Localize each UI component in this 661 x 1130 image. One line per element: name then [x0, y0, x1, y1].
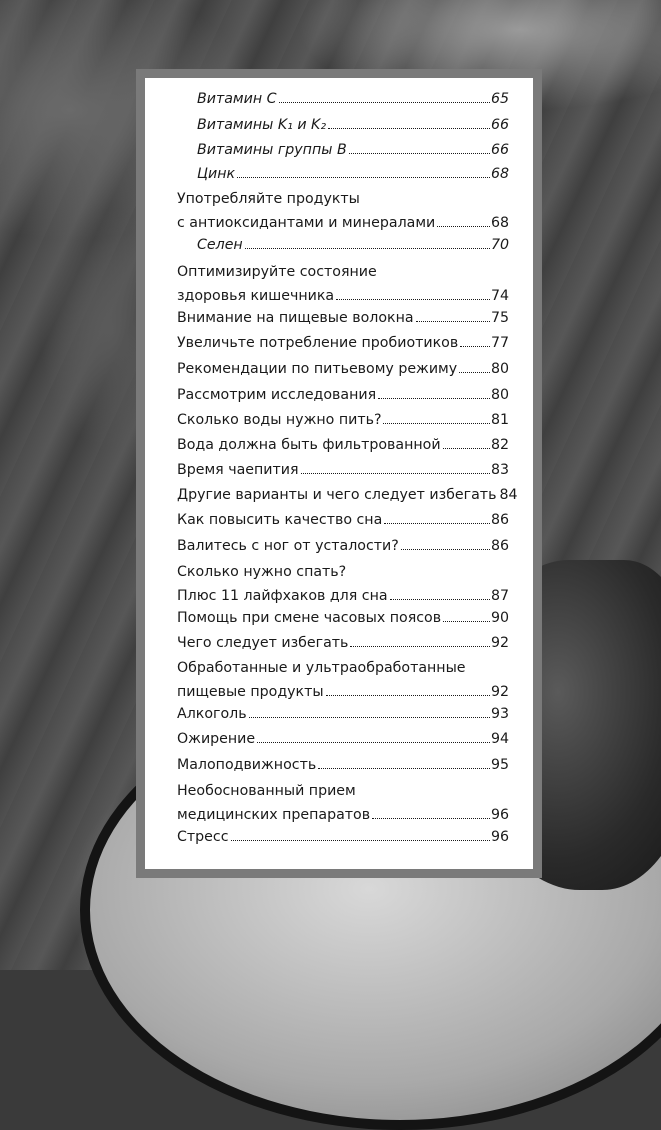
- toc-entry-title: Цинк: [197, 166, 236, 182]
- toc-entry-page: 80: [490, 361, 509, 377]
- dot-leader: [443, 620, 490, 622]
- toc-entry-title-line1: Обработанные и ультраобработанные: [177, 660, 466, 676]
- toc-entry[interactable]: [177, 260, 509, 308]
- toc-entry[interactable]: [177, 606, 509, 630]
- dot-leader: [383, 422, 489, 424]
- toc-entry-title: Стресс: [177, 829, 229, 845]
- toc-entry-page: 80: [490, 387, 509, 403]
- toc-entry-title: Другие варианты и чего следует избегать: [177, 487, 497, 503]
- dot-leader: [349, 152, 490, 154]
- toc-entry-page: 68: [490, 166, 509, 182]
- toc-entry[interactable]: [177, 483, 518, 507]
- toc-entry[interactable]: [177, 458, 509, 482]
- dot-leader: [328, 127, 490, 129]
- toc-entry-title-line1: Оптимизируйте состояние: [177, 264, 377, 280]
- dot-leader: [237, 176, 490, 178]
- toc-entry-title: Витамины группы В: [197, 142, 347, 158]
- toc-entry[interactable]: [197, 233, 509, 257]
- toc-entry-title: Сколько воды нужно пить?: [177, 412, 382, 428]
- toc-entry-page: 83: [490, 462, 509, 478]
- toc-entry-title-line1: Сколько нужно спать?: [177, 564, 347, 580]
- toc-entry-title: Плюс 11 лайфхаков для сна: [177, 588, 388, 604]
- dot-leader: [301, 472, 490, 474]
- toc-entry[interactable]: [197, 113, 509, 137]
- dot-leader: [443, 447, 490, 449]
- toc-entry-page: 87: [490, 588, 509, 604]
- toc-entry-title: здоровья кишечника: [177, 288, 335, 304]
- toc-entry-page: 92: [490, 684, 509, 700]
- toc-entry-title: Внимание на пищевые волокна: [177, 310, 414, 326]
- toc-entry-title-line1: Употребляйте продукты: [177, 191, 360, 207]
- toc-entry-title: Как повысить качество сна: [177, 512, 383, 528]
- toc-entry[interactable]: [177, 357, 509, 381]
- toc-entry-page: 65: [490, 91, 509, 107]
- toc-entry-title: Малоподвижность: [177, 757, 317, 773]
- toc-entry-title: Селен: [197, 237, 243, 253]
- dot-leader: [460, 345, 490, 347]
- toc-entry-title: Увеличьте потребление пробиотиков: [177, 335, 459, 351]
- dot-leader: [378, 397, 490, 399]
- toc-entry[interactable]: [177, 408, 509, 432]
- toc-entry[interactable]: [197, 162, 509, 186]
- toc-entry-title: Витамин С: [197, 91, 277, 107]
- toc-entry[interactable]: [197, 138, 509, 162]
- toc-entry[interactable]: [177, 656, 509, 704]
- toc-entry-page: 81: [490, 412, 509, 428]
- dot-leader: [416, 320, 490, 322]
- toc-entry-title: с антиоксидантами и минералами: [177, 215, 436, 231]
- dot-leader: [245, 247, 490, 249]
- toc-entry-title: Вода должна быть фильтрованной: [177, 437, 441, 453]
- toc-entry-page: 86: [490, 512, 509, 528]
- toc-entry-page: 70: [490, 237, 509, 253]
- toc-entry-page: 74: [490, 288, 509, 304]
- dot-leader: [326, 694, 490, 696]
- toc-entry-page: 86: [490, 538, 509, 554]
- toc-entry-page: 95: [490, 757, 509, 773]
- toc-entry-page: 68: [490, 215, 509, 231]
- toc-entry-page: 66: [490, 117, 509, 133]
- dot-leader: [401, 548, 490, 550]
- toc-entry-page: 75: [490, 310, 509, 326]
- toc-entry[interactable]: [177, 534, 509, 558]
- toc-entry-page: 66: [490, 142, 509, 158]
- toc-entry-title: Алкоголь: [177, 706, 247, 722]
- toc-entry[interactable]: [177, 433, 509, 457]
- dot-leader: [459, 371, 490, 373]
- toc-panel: [145, 78, 533, 869]
- toc-entry[interactable]: [177, 306, 509, 330]
- dot-leader: [390, 598, 490, 600]
- toc-entry-title: Валитесь с ног от усталости?: [177, 538, 399, 554]
- toc-entry-title: Ожирение: [177, 731, 256, 747]
- toc-entry-page: 94: [490, 731, 509, 747]
- toc-entry-page: 84: [499, 487, 518, 503]
- toc-entry[interactable]: [177, 631, 509, 655]
- dot-leader: [249, 716, 490, 718]
- toc-entry-title: Чего следует избегать: [177, 635, 349, 651]
- dot-leader: [231, 839, 490, 841]
- toc-entry-title-line1: Необоснованный прием: [177, 783, 356, 799]
- dot-leader: [257, 741, 490, 743]
- toc-entry-page: 77: [490, 335, 509, 351]
- toc-entry-page: 93: [490, 706, 509, 722]
- toc-entry-title: Рекомендации по питьевому режиму: [177, 361, 458, 377]
- dot-leader: [279, 101, 490, 103]
- toc-entry-page: 90: [490, 610, 509, 626]
- toc-entry[interactable]: [197, 87, 509, 111]
- toc-entry-title: медицинских препаратов: [177, 807, 371, 823]
- dot-leader: [350, 645, 490, 647]
- dot-leader: [372, 817, 490, 819]
- dot-leader: [318, 767, 490, 769]
- toc-entry-page: 92: [490, 635, 509, 651]
- toc-entry-title: Время чаепития: [177, 462, 299, 478]
- toc-entry[interactable]: [177, 187, 509, 235]
- toc-entry-title: Рассмотрим исследования: [177, 387, 377, 403]
- toc-entry[interactable]: [177, 560, 509, 608]
- toc-entry[interactable]: [177, 383, 509, 407]
- dot-leader: [384, 522, 490, 524]
- dot-leader: [336, 298, 490, 300]
- toc-entry-page: 96: [490, 807, 509, 823]
- toc-entry-title: Витамины K₁ и K₂: [197, 117, 327, 133]
- toc-entry-title: Помощь при смене часовых поясов: [177, 610, 442, 626]
- toc-entry-page: 82: [490, 437, 509, 453]
- toc-entry[interactable]: [177, 331, 509, 355]
- toc-entry-title: пищевые продукты: [177, 684, 324, 700]
- toc-entry[interactable]: [177, 753, 509, 777]
- toc-entry[interactable]: [177, 779, 509, 827]
- toc-entry-page: 96: [490, 829, 509, 845]
- toc-entry[interactable]: [177, 825, 509, 849]
- toc-entry[interactable]: [177, 508, 509, 532]
- toc-entry[interactable]: [177, 727, 509, 751]
- toc-entry[interactable]: [177, 702, 509, 726]
- dot-leader: [437, 225, 490, 227]
